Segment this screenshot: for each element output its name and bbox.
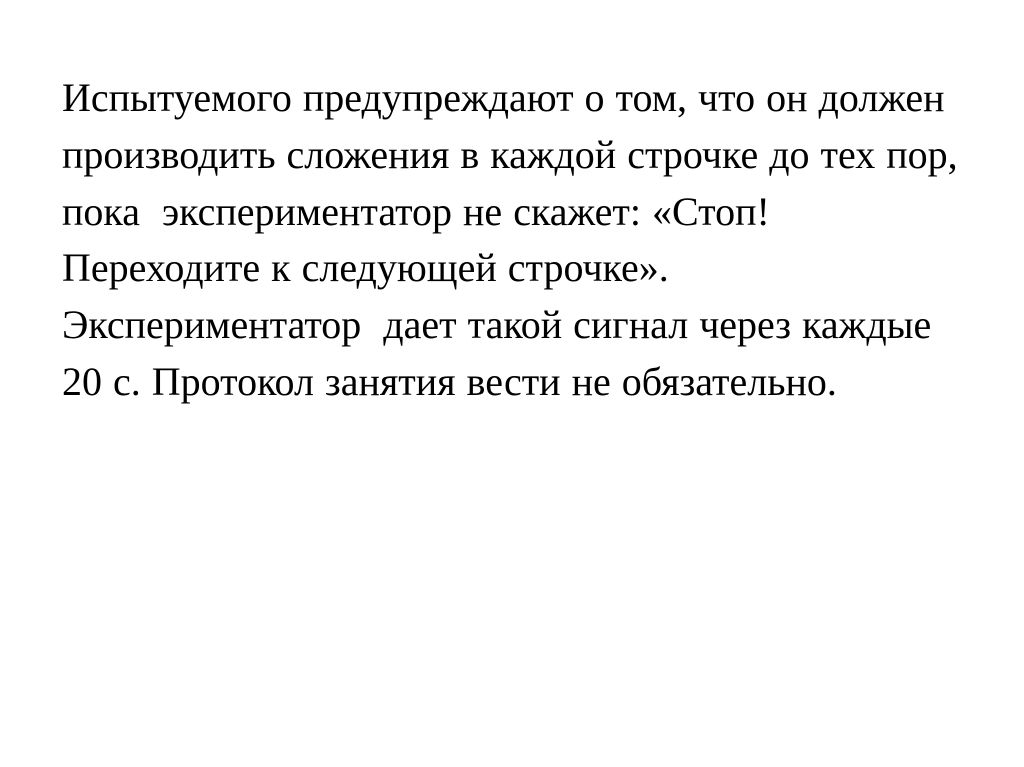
slide-body-text: Испытуемого предупреждают о том, что он должен производить сложения в каждой строчке до тех пор, пока экспериментатор не скажет: «Стоп! Переходите к следующей строчке». Экспериментатор дает такой сигнал через каждые 20 с. Протокол занятия вести не обязательно.: [62, 75, 969, 404]
